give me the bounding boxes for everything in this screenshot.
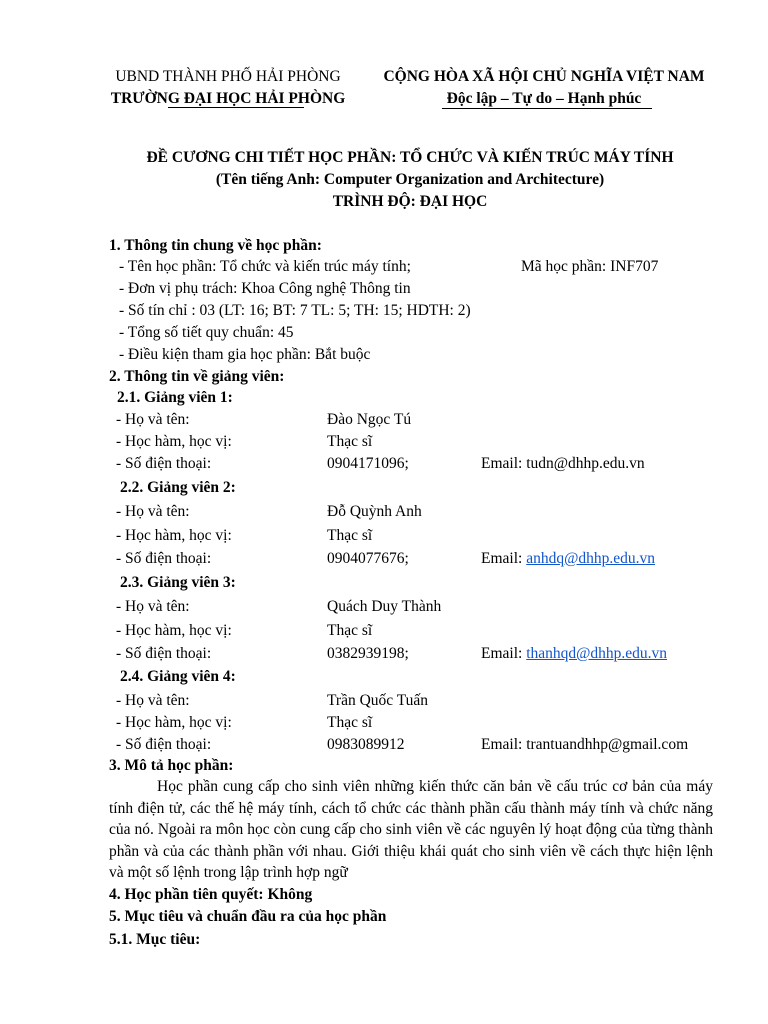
total-hours: - Tổng số tiết quy chuẩn: 45 [119,324,294,341]
lecturer-1-email-row [481,453,645,475]
degree-label: - Học hàm, học vị: [116,714,232,731]
lecturer-4-email: trantuandhhp@gmail.com [526,736,689,753]
header-right [362,66,726,110]
degree-label: - Học hàm, học vị: [116,622,232,639]
email-label: Email: [481,736,523,753]
section-1-heading: 1. Thông tin chung về học phần: [109,237,322,254]
national-title: CỘNG HÒA XÃ HỘI CHỦ NGHĨA VIỆT NAM [383,68,705,85]
lecturer-4-name: Trần Quốc Tuấn [327,692,429,709]
phone-label: - Số điện thoại: [116,455,212,472]
lecturer-3-heading: 2.3. Giảng viên 3: [120,574,236,591]
lecturer-2-email-row [481,548,655,570]
degree-label: - Học hàm, học vị: [116,433,232,450]
section-4-heading: 4. Học phần tiên quyết: Không [109,886,313,903]
phone-label: - Số điện thoại: [116,645,212,662]
credits: - Số tín chỉ : 03 (LT: 16; BT: 7 TL: 5; TH: 15; HDTH: 2) [119,302,471,319]
lecturer-2-phone: 0904077676; [327,550,409,567]
name-label: - Họ và tên: [116,503,190,520]
lecturer-2-email-link[interactable]: anhdq@dhhp.edu.vn [526,550,655,567]
degree-label: - Học hàm, học vị: [116,527,232,544]
lecturer-2-name: Đỗ Quỳnh Anh [327,503,422,520]
email-label: Email: [481,550,523,567]
header-left [96,66,360,110]
city-committee: UBND THÀNH PHỐ HẢI PHÒNG [115,68,341,85]
course-code: Mã học phần: INF707 [521,258,659,275]
lecturer-3-email-row [481,643,667,665]
responsible-unit: - Đơn vị phụ trách: Khoa Công nghệ Thông tin [119,280,411,297]
motto-underline [442,108,652,109]
lecturer-3-phone: 0382939198; [327,645,409,662]
document-title: ĐỀ CƯƠNG CHI TIẾT HỌC PHẦN: TỔ CHỨC VÀ KIẾN TRÚC MÁY TÍNH [146,149,674,166]
lecturer-1-email: tudn@dhhp.edu.vn [526,455,645,472]
section-3-heading: 3. Mô tả học phần: [109,757,234,774]
lecturer-4-heading: 2.4. Giảng viên 4: [120,668,236,685]
lecturer-1-phone: 0904171096; [327,455,409,472]
participation-condition: - Điều kiện tham gia học phần: Bắt buộc [119,346,371,363]
email-label: Email: [481,645,523,662]
name-label: - Họ và tên: [116,692,190,709]
phone-label: - Số điện thoại: [116,736,212,753]
lecturer-3-degree: Thạc sĩ [327,622,373,639]
section-5-1-heading: 5.1. Mục tiêu: [109,931,201,948]
name-label: - Họ và tên: [116,411,190,428]
section-2-heading: 2. Thông tin về giảng viên: [109,368,285,385]
phone-label: - Số điện thoại: [116,550,212,567]
university-name: TRƯỜNG ĐẠI HỌC HẢI PHÒNG [110,90,346,107]
section-5-heading: 5. Mục tiêu và chuẩn đầu ra của học phần [109,908,387,925]
name-label: - Họ và tên: [116,598,190,615]
lecturer-4-degree: Thạc sĩ [327,714,373,731]
lecturer-4-email-row [481,734,688,756]
email-label: Email: [481,455,523,472]
lecturer-2-degree: Thạc sĩ [327,527,373,544]
english-title: (Tên tiếng Anh: Computer Organization and Architecture) [215,171,605,188]
lecturer-3-email-link[interactable]: thanhqd@dhhp.edu.vn [526,645,668,662]
course-description [109,776,713,884]
lecturer-4-phone: 0983089912 [327,736,405,753]
course-name: - Tên học phần: Tổ chức và kiến trúc máy tính; [119,258,411,275]
course-description-text: Học phần cung cấp cho sinh viên những kiến thức căn bản về cấu trúc cơ bản của máy tính điện tử, các thế hệ máy tính, cách tổ chức các thành phần cấu thành máy tính và chức năng của nó. Ngoài ra môn học còn cung cấp cho sinh viên về các nguyên lý hoạt động của từng thành phần và của các thành phần với nhau. Giới thiệu khái quát cho sinh viên về cách thực hiện lệnh và một số lệnh trong lập trình hợp ngữ [109,778,713,881]
education-level: TRÌNH ĐỘ: ĐẠI HỌC [332,193,488,210]
lecturer-1-degree: Thạc sĩ [327,433,373,450]
lecturer-1-heading: 2.1. Giảng viên 1: [117,389,233,406]
lecturer-1-name: Đào Ngọc Tú [327,411,412,428]
lecturer-3-name: Quách Duy Thành [327,598,442,615]
lecturer-2-heading: 2.2. Giảng viên 2: [120,479,236,496]
national-motto: Độc lập – Tự do – Hạnh phúc [446,90,642,107]
university-underline [168,107,304,108]
